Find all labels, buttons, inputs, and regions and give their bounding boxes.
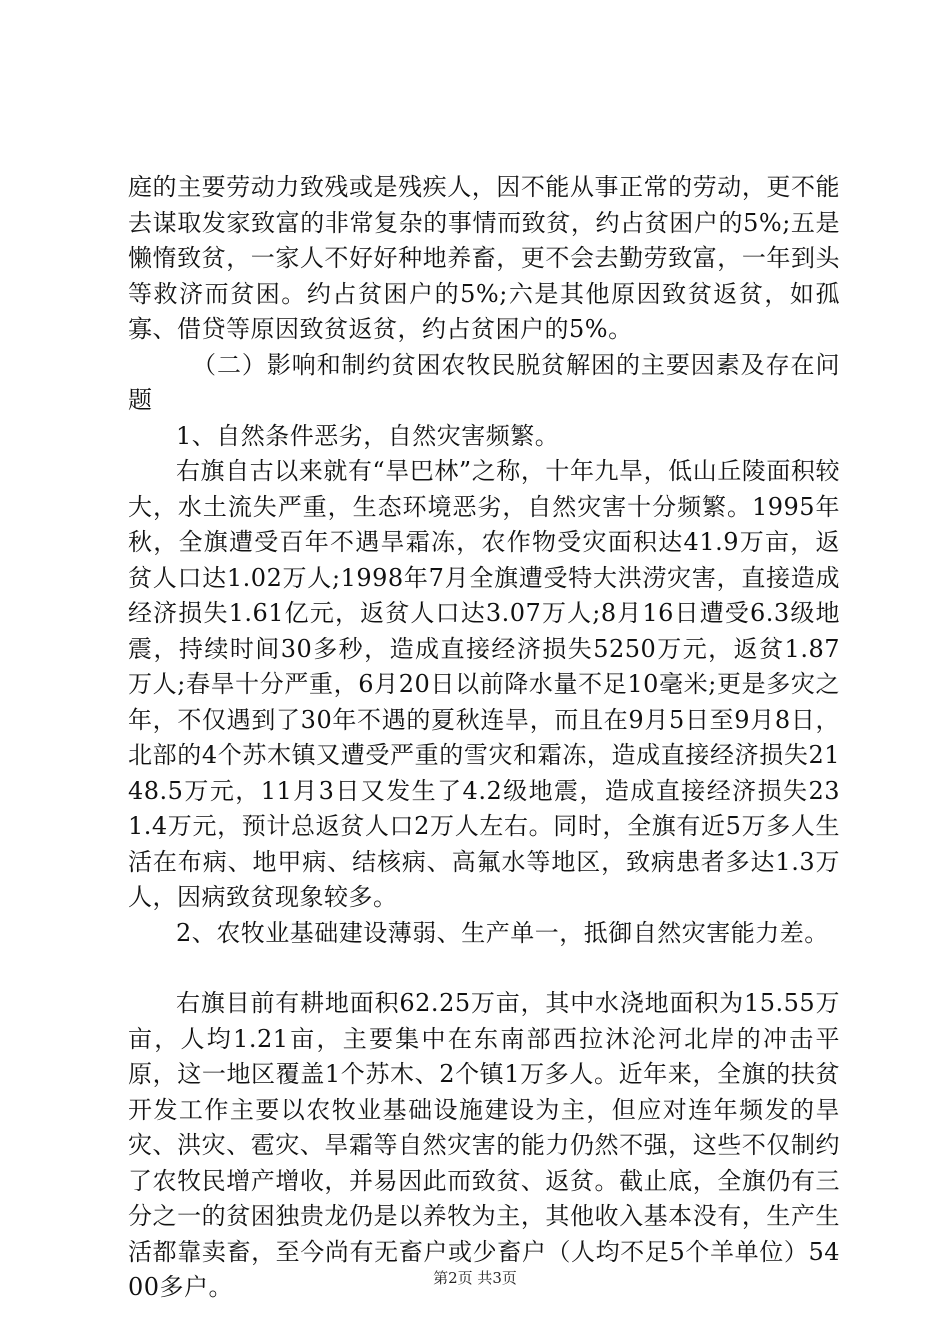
subheading-natural-conditions: 1、自然条件恶劣，自然灾害频繁。 (176, 421, 560, 450)
document-body (128, 170, 840, 1306)
subheading-infrastructure: 2、农牧业基础建设薄弱、生产单一，抵御自然灾害能力差。 (176, 918, 829, 947)
section-heading: （二）影响和制约贫困农牧民脱贫解困的主要因素及存在问题 (128, 350, 840, 414)
page-footer: 第2页 共3页 (433, 1269, 517, 1287)
paragraph-spacer (128, 951, 840, 986)
paragraph-farmland: 右旗目前有耕地面积62.25万亩，其中水浇地面积为15.55万亩，人均1.21亩，主要集中在东南部西拉沐沦河北岸的冲击平原，这一地区覆盖1个苏木、2个镇1万多人。近年来，全旗的扶贫开发工作主要以农牧业基础设施建设为主，但应对连年频发的旱灾、洪灾、雹灾、旱霜等自然灾害的能力仍然不强，这些不仅制约了农牧民增产增收，并易因此而致贫、返贫。截止底，全旗仍有三分之一的贫困独贵龙仍是以养牧为主，其他收入基本没有，生产生活都靠卖畜，至今尚有无畜户或少畜户（人均不足5个羊单位）5400多户。 (128, 989, 840, 1301)
paragraph-natural-disasters: 右旗自古以来就有“旱巴林”之称，十年九旱，低山丘陵面积较大，水土流失严重，生态环境恶劣，自然灾害十分频繁。1995年秋，全旗遭受百年不遇旱霜冻，农作物受灾面积达41.9万亩，返贫人口达1.02万人;1998年7月全旗遭受特大洪涝灾害，直接造成经济损失1.61亿元，返贫人口达3.07万人;8月16日遭受6.3级地震，持续时间30多秒，造成直接经济损失5250万元，返贫1.87万人;春旱十分严重，6月20日以前降水量不足10毫米;更是多灾之年，不仅遇到了30年不遇的夏秋连旱，而且在9月5日至9月8日，北部的4个苏木镇又遭受严重的雪灾和霜冻，造成直接经济损失2148.5万元，11月3日又发生了4.2级地震，造成直接经济损失231.4万元，预计总返贫人口2万人左右。同时，全旗有近5万多人生活在布病、地甲病、结核病、高氟水等地区，致病患者多达1.3万人，因病致贫现象较多。 (128, 457, 840, 911)
paragraph-continuation: 庭的主要劳动力致残或是残疾人，因不能从事正常的劳动，更不能去谋取发家致富的非常复杂的事情而致贫，约占贫困户的5%;五是懒惰致贫，一家人不好好种地养畜，更不会去勤劳致富，一年到头等救济而贫困。约占贫困户的5%;六是其他原因致贫返贫，如孤寡、借贷等原因致贫返贫，约占贫困户的5%。 (128, 173, 840, 343)
